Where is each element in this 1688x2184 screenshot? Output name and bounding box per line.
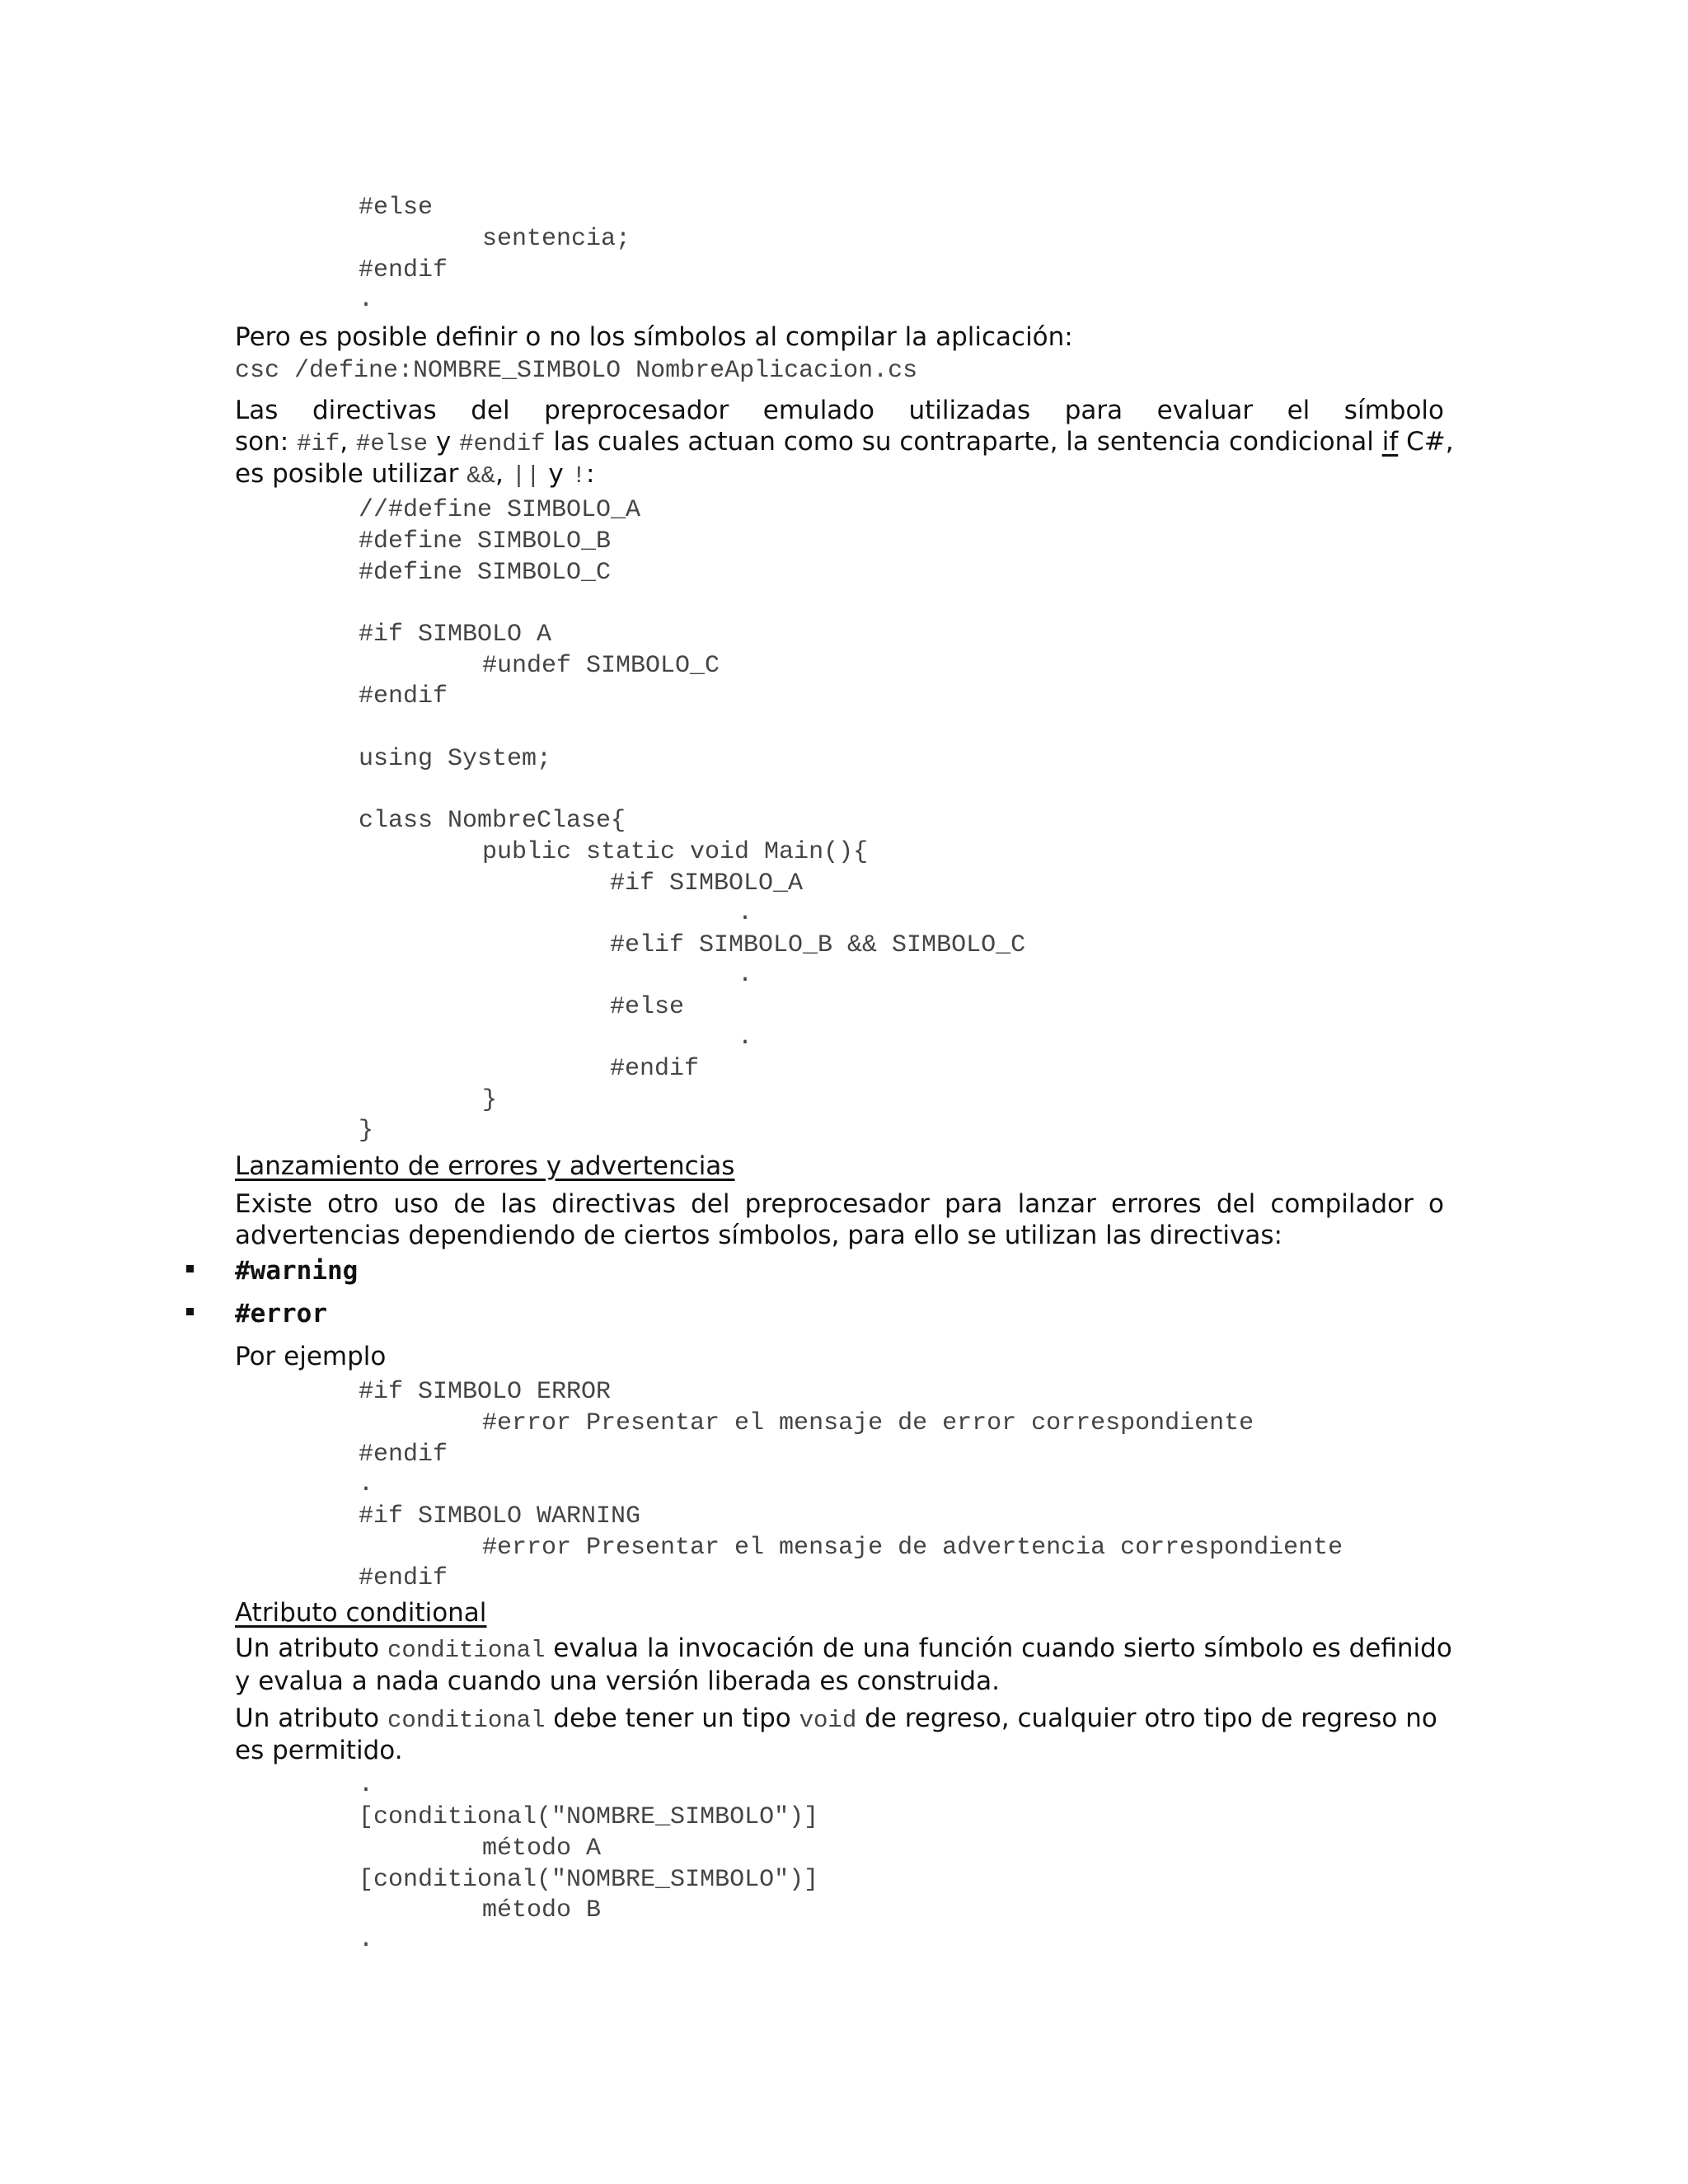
code-line: . xyxy=(738,961,753,989)
code-line: public static void Main(){ xyxy=(482,838,869,866)
square-bullet-icon xyxy=(186,1265,194,1272)
text-span: y xyxy=(428,427,460,457)
compile-command: csc /define:NOMBRE_SIMBOLO NombreAplicacion.cs xyxy=(235,357,918,385)
code-line: #if SIMBOLO ERROR xyxy=(359,1378,612,1406)
code-line: . xyxy=(738,1024,753,1052)
code-line: #if SIMBOLO A xyxy=(359,621,552,649)
code-line: #error Presentar el mensaje de error correspondiente xyxy=(482,1409,1254,1437)
inline-code: && xyxy=(467,462,496,490)
text-span: son: xyxy=(235,427,298,457)
paragraph-define: Pero es posible definir o no los símbolos al compilar la aplicación: xyxy=(235,322,1073,352)
inline-code: void xyxy=(799,1707,857,1734)
code-line: #endif xyxy=(610,1055,700,1083)
text-span: evalua la invocación de una función cuando sierto símbolo es definido xyxy=(545,1633,1452,1663)
code-line: #if SIMBOLO WARNING xyxy=(359,1502,641,1530)
section-heading-errors: Lanzamiento de errores y advertencias xyxy=(235,1151,735,1181)
list-item xyxy=(0,1254,1688,1291)
inline-code: conditional xyxy=(387,1707,546,1734)
code-line: #else xyxy=(610,993,685,1021)
paragraph-directives-line3 xyxy=(235,457,1444,493)
paragraph-conditional-1-line1 xyxy=(235,1632,1452,1667)
code-line: #endif xyxy=(359,682,448,710)
code-line: . xyxy=(359,1926,374,1954)
paragraph-directives-line1: Las directivas del preprocesador emulado utilizadas para evaluar el símbolo xyxy=(235,396,1444,425)
code-line: #endif xyxy=(359,1564,448,1592)
square-bullet-icon xyxy=(186,1308,194,1315)
list-item xyxy=(0,1297,1688,1333)
code-line: . xyxy=(359,1470,374,1498)
text-span: y xyxy=(540,459,572,489)
code-line: #else xyxy=(359,194,434,222)
code-line: . xyxy=(359,1771,374,1799)
code-line: } xyxy=(359,1117,374,1145)
text-span: Un atributo xyxy=(235,1633,388,1663)
paragraph-conditional-2-line1 xyxy=(235,1702,1444,1737)
text-span: , xyxy=(495,459,512,489)
code-line: class NombreClase{ xyxy=(359,807,626,835)
code-line: } xyxy=(482,1086,498,1114)
paragraph-conditional-2-line2: es permitido. xyxy=(235,1736,403,1765)
underlined-if: if xyxy=(1381,427,1399,457)
inline-code: || xyxy=(511,462,541,490)
code-line: #error Presentar el mensaje de advertencia correspondiente xyxy=(482,1534,1343,1562)
inline-code: ! xyxy=(571,462,587,490)
inline-code: #else xyxy=(356,430,429,457)
text-span: las cuales actuan como su contraparte, la sentencia condicional xyxy=(545,427,1382,457)
text-span: : xyxy=(586,459,595,489)
code-line: #define SIMBOLO_B xyxy=(359,527,612,555)
section-heading-conditional: Atributo conditional xyxy=(235,1598,487,1628)
paragraph-directives-line2 xyxy=(235,425,1454,461)
code-line: . xyxy=(738,899,753,927)
paragraph-conditional-1-line2: y evalua a nada cuando una versión liberada es construida. xyxy=(235,1666,1000,1696)
inline-code: #endif xyxy=(459,430,546,457)
paragraph-errors-line1: Existe otro uso de las directivas del preprocesador para lanzar errores del compilador o xyxy=(235,1189,1444,1219)
code-line: using System; xyxy=(359,745,552,773)
text-span: es posible utilizar xyxy=(235,459,467,489)
code-line: . xyxy=(359,286,374,314)
code-line: [conditional("NOMBRE_SIMBOLO")] xyxy=(359,1803,819,1831)
paragraph-errors-line2: advertencias dependiendo de ciertos símbolos, para ello se utilizan las directivas: xyxy=(235,1221,1282,1250)
bullet-text: #warning xyxy=(235,1256,359,1286)
code-line: método A xyxy=(482,1835,602,1863)
text-span: Un atributo xyxy=(235,1704,388,1733)
text-span: , xyxy=(340,427,357,457)
code-line: #define SIMBOLO_C xyxy=(359,559,612,587)
code-line: [conditional("NOMBRE_SIMBOLO")] xyxy=(359,1866,819,1894)
example-label: Por ejemplo xyxy=(235,1342,387,1371)
code-line: método B xyxy=(482,1896,602,1924)
code-line: #endif xyxy=(359,1441,448,1469)
code-line: #if SIMBOLO_A xyxy=(610,869,804,898)
code-line: sentencia; xyxy=(482,225,631,253)
code-line: //#define SIMBOLO_A xyxy=(359,496,641,524)
text-span: debe tener un tipo xyxy=(545,1704,799,1733)
code-line: #elif SIMBOLO_B && SIMBOLO_C xyxy=(610,931,1026,959)
inline-code: #if xyxy=(297,430,340,457)
code-line: #endif xyxy=(359,256,448,284)
text-span: C#, xyxy=(1398,427,1454,457)
inline-code: conditional xyxy=(387,1637,546,1664)
text-span: de regreso, cualquier otro tipo de regreso no xyxy=(856,1704,1437,1733)
code-line: #undef SIMBOLO_C xyxy=(482,652,720,680)
bullet-text: #error xyxy=(235,1299,327,1329)
